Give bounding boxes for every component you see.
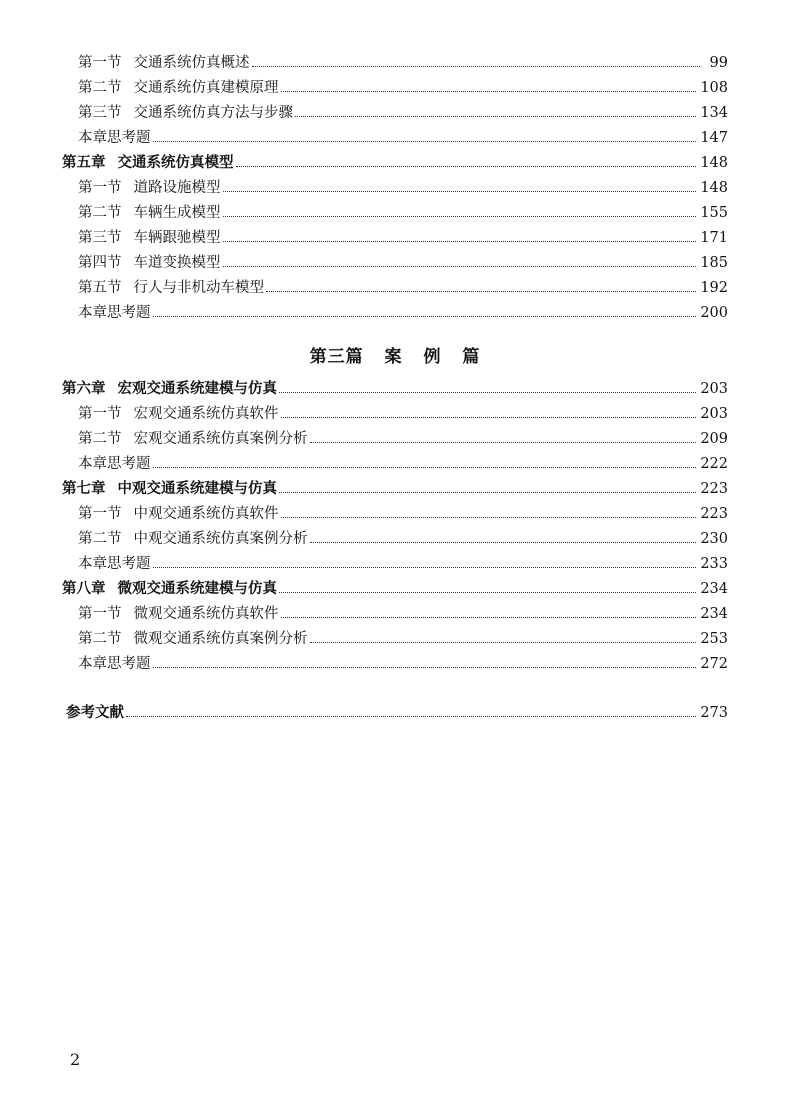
page-ref: 192 [700, 280, 728, 296]
section-title: 中观交通系统仿真软件 [133, 506, 279, 522]
section-number: 第三节 [78, 230, 122, 246]
page-ref: 273 [700, 705, 728, 721]
dot-leader [223, 241, 697, 242]
toc-entry-chapter [62, 148, 728, 172]
section-number: 第三节 [78, 105, 122, 121]
dot-leader [310, 442, 697, 443]
page-ref: 134 [700, 105, 728, 121]
page-ref: 234 [700, 581, 728, 597]
chapter-title: 参考文献 [66, 704, 124, 721]
dot-leader [281, 91, 697, 92]
chapter-number: 第七章 [62, 480, 106, 497]
toc-entry-section [78, 524, 728, 548]
chapter-number: 第五章 [62, 154, 106, 171]
dot-leader [295, 116, 696, 117]
dot-leader [266, 291, 696, 292]
toc-entry-section [78, 399, 728, 423]
dot-leader [279, 392, 696, 393]
chapter-title: 中观交通系统建模与仿真 [117, 480, 277, 497]
exercise-title: 本章思考题 [78, 305, 151, 321]
dot-leader [236, 166, 697, 167]
dot-leader [223, 216, 697, 217]
toc-entry-section [78, 248, 728, 272]
section-title: 中观交通系统仿真案例分析 [133, 531, 308, 547]
page-ref: 223 [700, 506, 728, 522]
section-title: 交通系统仿真建模原理 [133, 80, 279, 96]
exercise-title: 本章思考题 [78, 656, 151, 672]
page-ref: 272 [700, 656, 728, 672]
toc-entry-chapter [62, 574, 728, 598]
toc-entry-section [78, 198, 728, 222]
chapter-number: 第六章 [62, 380, 106, 397]
toc-entry-section [78, 98, 728, 122]
references-entry [66, 698, 728, 722]
toc-entry-exercise [78, 449, 728, 473]
page-ref: 147 [700, 130, 728, 146]
toc-entry-chapter [62, 374, 728, 398]
dot-leader [223, 266, 697, 267]
toc-entry-exercise [78, 123, 728, 147]
chapter-title: 宏观交通系统建模与仿真 [117, 380, 277, 397]
section-number: 第一节 [78, 55, 122, 71]
section-number: 第一节 [78, 180, 122, 196]
page-ref: 233 [700, 556, 728, 572]
page-ref: 155 [700, 205, 728, 221]
section-title: 宏观交通系统仿真软件 [133, 406, 279, 422]
dot-leader [281, 417, 697, 418]
dot-leader [281, 617, 697, 618]
dot-leader [310, 542, 697, 543]
toc-entry-section [78, 599, 728, 623]
section-title: 交通系统仿真方法与步骤 [133, 105, 293, 121]
toc-entry-section [78, 48, 728, 72]
section-number: 第四节 [78, 255, 122, 271]
page-ref: 222 [700, 456, 728, 472]
toc-entry-section [78, 624, 728, 648]
section-title: 道路设施模型 [133, 180, 221, 196]
toc-entry-section [78, 499, 728, 523]
section-number: 第二节 [78, 531, 122, 547]
section-number: 第一节 [78, 406, 122, 422]
page-ref: 223 [700, 481, 728, 497]
dot-leader [153, 316, 697, 317]
dot-leader [153, 567, 697, 568]
section-title: 车道变换模型 [133, 255, 221, 271]
page-ref: 200 [700, 305, 728, 321]
toc-entry-section [78, 273, 728, 297]
exercise-title: 本章思考题 [78, 456, 151, 472]
section-title: 车辆生成模型 [133, 205, 221, 221]
toc-entry-exercise [78, 649, 728, 673]
exercise-title: 本章思考题 [78, 130, 151, 146]
dot-leader [153, 667, 697, 668]
dot-leader [126, 716, 696, 717]
dot-leader [223, 191, 697, 192]
toc-entry-exercise [78, 298, 728, 322]
part-heading: 第三篇 案 例 篇 [309, 347, 481, 367]
toc-entry-section [78, 223, 728, 247]
section-number: 第一节 [78, 506, 122, 522]
page-ref: 234 [700, 606, 728, 622]
section-number: 第二节 [78, 205, 122, 221]
section-title: 微观交通系统仿真案例分析 [133, 631, 308, 647]
section-number: 第二节 [78, 80, 122, 96]
toc-entry-chapter [62, 474, 728, 498]
page-ref: 253 [700, 631, 728, 647]
toc-entry-section [78, 73, 728, 97]
page-number: 2 [70, 1050, 81, 1069]
page-ref: 203 [700, 381, 728, 397]
section-title: 车辆跟驰模型 [133, 230, 221, 246]
toc-entry-section [78, 424, 728, 448]
toc-entry-section [78, 173, 728, 197]
section-number: 第二节 [78, 431, 122, 447]
section-number: 第一节 [78, 606, 122, 622]
page-ref: 148 [700, 180, 728, 196]
page-ref: 171 [700, 230, 728, 246]
chapter-number: 第八章 [62, 580, 106, 597]
dot-leader [279, 592, 696, 593]
exercise-title: 本章思考题 [78, 556, 151, 572]
section-number: 第二节 [78, 631, 122, 647]
dot-leader [153, 141, 697, 142]
page-ref: 203 [700, 406, 728, 422]
page-ref: 230 [700, 531, 728, 547]
chapter-title: 微观交通系统建模与仿真 [117, 580, 277, 597]
page-ref: 209 [700, 431, 728, 447]
section-title: 微观交通系统仿真软件 [133, 606, 279, 622]
dot-leader [252, 66, 701, 67]
page-ref: 185 [700, 255, 728, 271]
dot-leader [153, 467, 697, 468]
section-title: 宏观交通系统仿真案例分析 [133, 431, 308, 447]
page-ref: 148 [700, 155, 728, 171]
dot-leader [310, 642, 697, 643]
page-ref: 99 [709, 55, 728, 71]
dot-leader [279, 492, 696, 493]
section-title: 交通系统仿真概述 [133, 55, 250, 71]
page-ref: 108 [700, 80, 728, 96]
dot-leader [281, 517, 697, 518]
section-number: 第五节 [78, 280, 122, 296]
section-title: 行人与非机动车模型 [133, 280, 264, 296]
chapter-title: 交通系统仿真模型 [117, 154, 234, 171]
toc-entry-exercise [78, 549, 728, 573]
